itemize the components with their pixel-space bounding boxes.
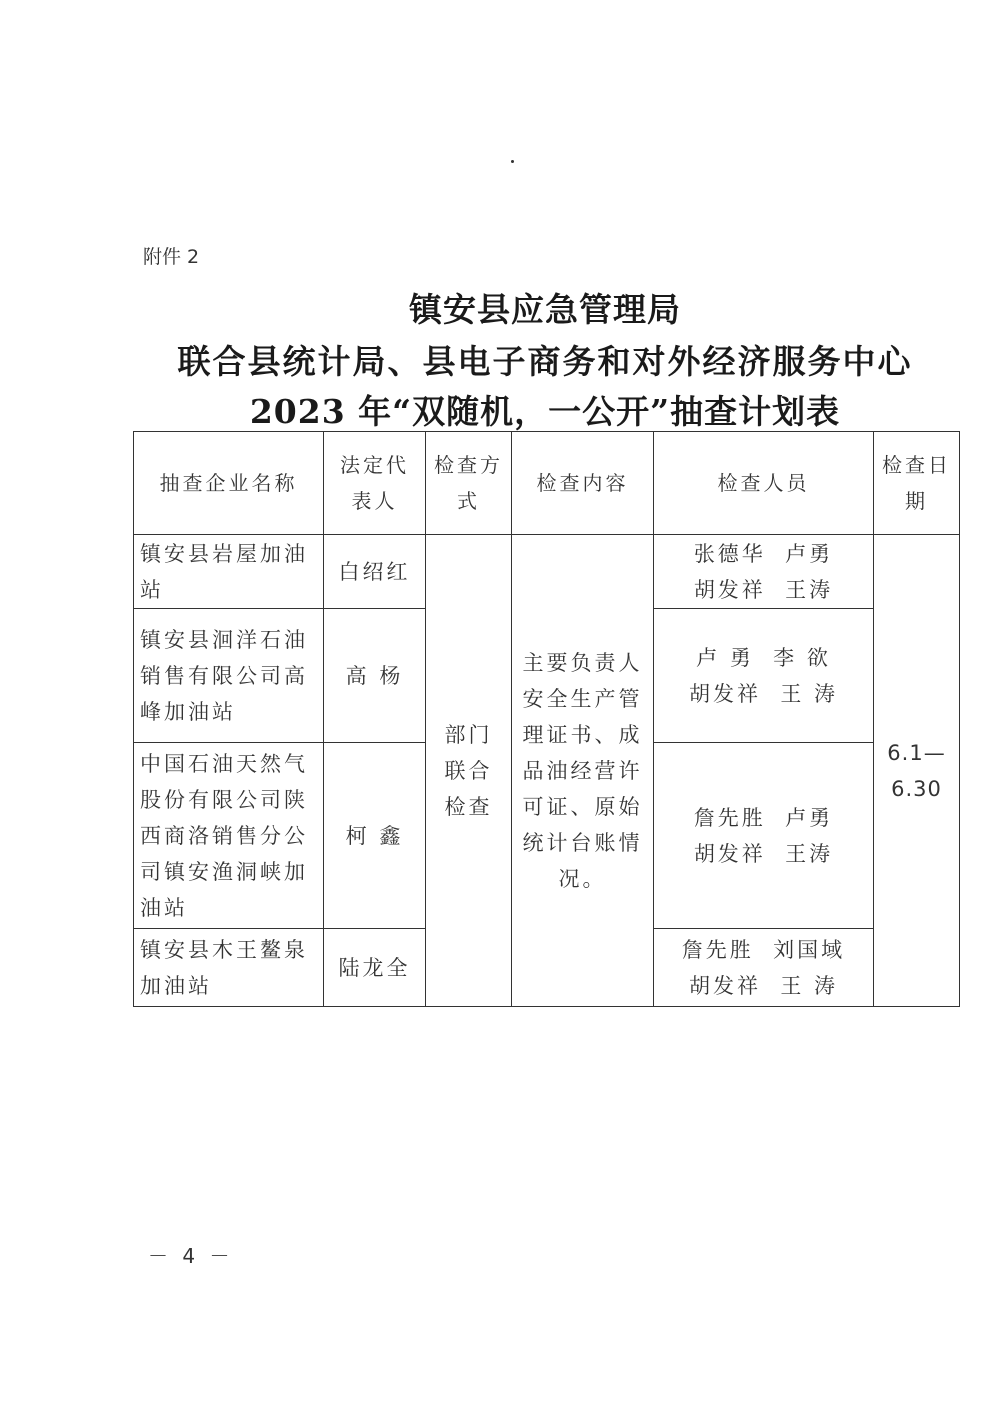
legal-rep: 白绍红	[324, 535, 426, 609]
inspectors	[654, 929, 874, 1007]
page-number: － 4 －	[148, 1244, 234, 1268]
header-date: 检查日期	[874, 432, 960, 535]
inspectors-line-2: 胡发祥 王 涛	[688, 681, 839, 706]
scan-speck	[511, 160, 514, 163]
header-content: 检查内容	[512, 432, 654, 535]
inspectors-line-1: 詹先胜 刘国域	[681, 937, 846, 962]
inspectors	[654, 609, 874, 743]
inspectors-line-2: 胡发祥 王 涛	[688, 973, 839, 998]
inspectors-line-1: 张德华 卢勇	[693, 541, 834, 566]
legal-rep: 陆龙全	[324, 929, 426, 1007]
legal-rep: 柯 鑫	[324, 743, 426, 929]
header-company: 抽查企业名称	[134, 432, 324, 535]
inspectors	[654, 743, 874, 929]
inspectors-line-2: 胡发祥 王涛	[693, 841, 834, 866]
company-name: 镇安县木王鳌泉加油站	[134, 929, 324, 1007]
inspectors-line-2: 胡发祥 王涛	[693, 577, 834, 602]
company-name: 中国石油天然气股份有限公司陕西商洛销售分公司镇安渔洞峡加油站	[134, 743, 324, 929]
header-legal-rep: 法定代表人	[324, 432, 426, 535]
inspection-content: 主要负责人安全生产管理证书、成品油经营许可证、原始统计台账情况。	[512, 535, 654, 1007]
title-line-2: 联合县统计局、县电子商务和对外经济服务中心	[177, 342, 913, 381]
inspectors	[654, 535, 874, 609]
table-row	[134, 535, 960, 609]
company-name: 镇安县岩屋加油站	[134, 535, 324, 609]
table-header-row	[134, 432, 960, 535]
header-method: 检查方式	[426, 432, 512, 535]
inspection-date: 6.1—6.30	[874, 535, 960, 1007]
inspectors-line-1: 卢 勇 李 欲	[696, 645, 831, 670]
header-inspectors: 检查人员	[654, 432, 874, 535]
inspection-method: 部门联合检查	[426, 535, 512, 1007]
company-name: 镇安县洄洋石油销售有限公司高峰加油站	[134, 609, 324, 743]
legal-rep: 高 杨	[324, 609, 426, 743]
inspectors-line-1: 詹先胜 卢勇	[693, 805, 834, 830]
title-line-3: 2023 年“双随机，一公开”抽查计划表	[249, 392, 841, 431]
attachment-label: 附件 2	[143, 246, 200, 268]
title-line-1: 镇安县应急管理局	[409, 290, 681, 329]
inspection-plan-table	[133, 431, 960, 1007]
